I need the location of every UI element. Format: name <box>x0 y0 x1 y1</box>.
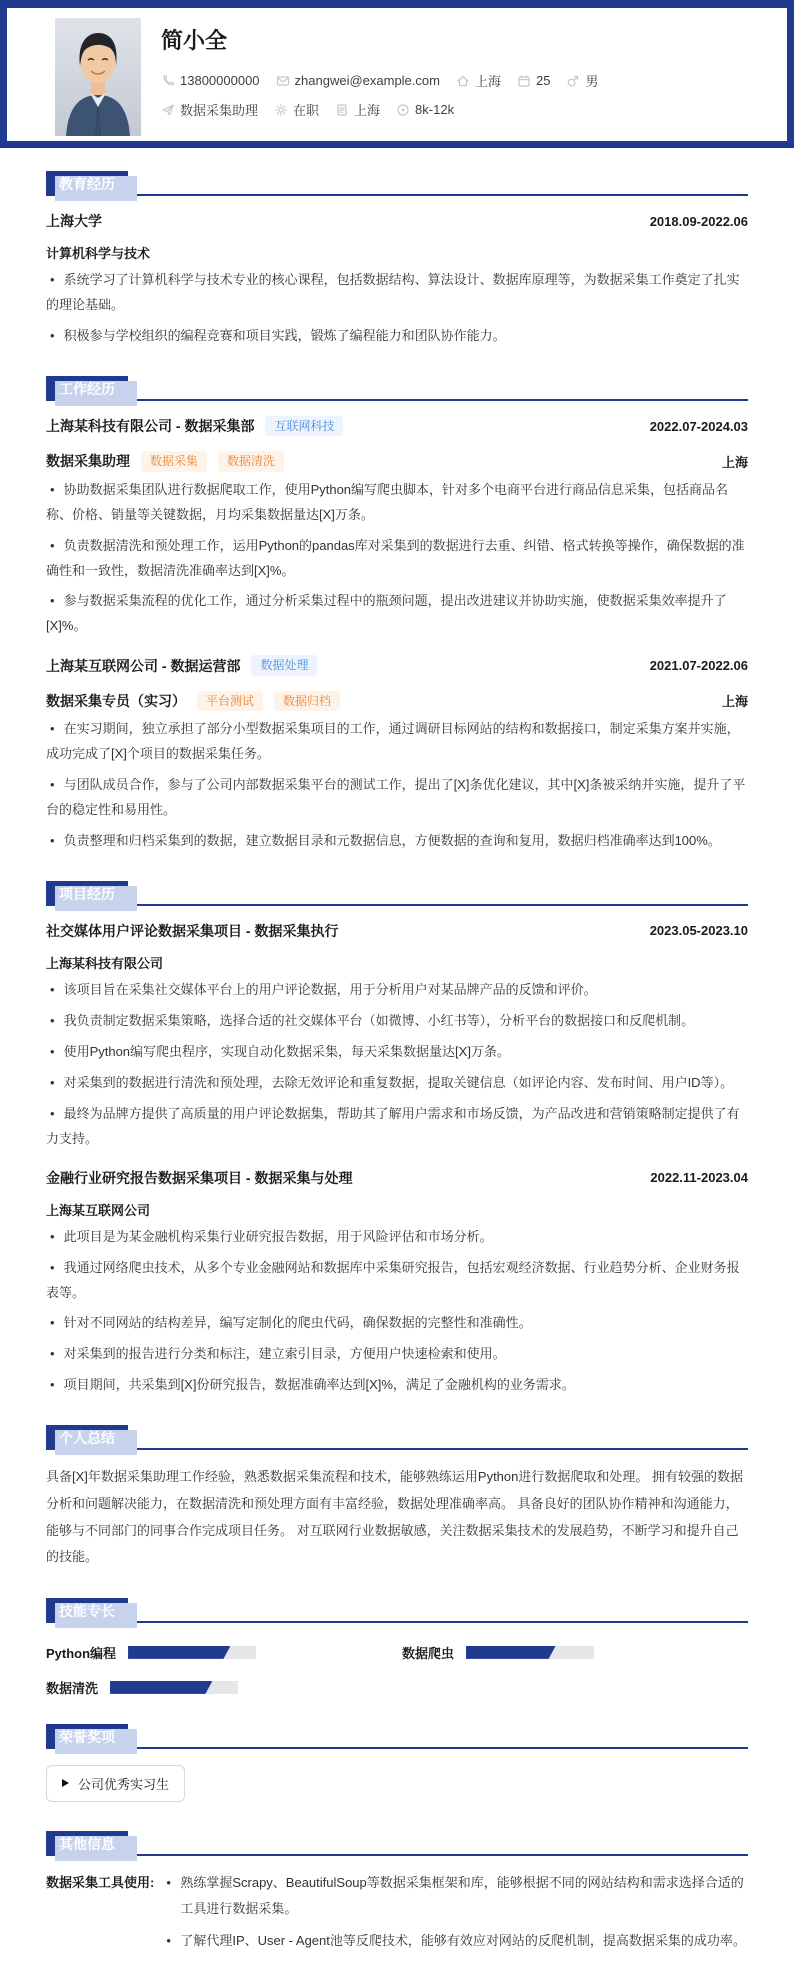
role-title: 数据采集助理 <box>46 453 130 470</box>
section-other <box>46 1828 748 1960</box>
contact-row-2 <box>161 100 598 119</box>
bullet-item: • 在实习期间，独立承担了部分小型数据采集项目的工作，通过调研目标网站的结构和数据接口，制定采集方案并实施，成功完成了[X]个项目的数据采集任务。 <box>46 717 748 767</box>
bullet-item: • 该项目旨在采集社交媒体平台上的用户评论数据，用于分析用户对某品牌产品的反馈和评价。 <box>46 978 748 1003</box>
other-section-title: 其他信息 <box>46 1831 128 1856</box>
bullet-item: • 协助数据采集团队进行数据爬取工作，使用Python编写爬虫脚本，针对多个电商平台进行商品信息采集，包括商品名称、价格、销量等关键数据，月均采集数据量达[X]万条。 <box>46 478 748 528</box>
play-icon <box>62 1779 69 1787</box>
other-label: 数据采集工具使用: <box>46 1874 155 1890</box>
contact-salary <box>396 102 454 117</box>
role-tag: 数据采集 <box>141 451 207 471</box>
education-bullets <box>46 268 748 349</box>
project-company: 上海某互联网公司 <box>46 1202 151 1218</box>
skill-item-python <box>46 1643 402 1662</box>
bullet-item: • 熟练掌握Scrapy、BeautifulSoup等数据采集框架和库，能够根据不同的网站结构和需求选择合适的工具进行数据采集。 <box>164 1870 748 1922</box>
work-header-row <box>46 416 748 436</box>
projects-section-title: 项目经历 <box>46 881 128 906</box>
section-education <box>46 168 748 349</box>
candidate-name: 简小全 <box>161 28 228 53</box>
bullet-item: • 我通过网络爬虫技术，从多个专业金融网站和数据库中采集研究报告，包括宏观经济数据、行业趋势分析、企业财务报表等。 <box>46 1256 748 1306</box>
honor-label: 公司优秀实习生 <box>78 1776 170 1792</box>
work-date: 2022.07-2024.03 <box>649 418 748 434</box>
contact-email <box>276 73 440 88</box>
education-entry <box>46 211 748 349</box>
calendar-icon <box>517 74 531 88</box>
bullet-item: • 最终为品牌方提供了高质量的用户评论数据集，帮助其了解用户需求和市场反馈，为产品改进和营销策略制定提供了有力支持。 <box>46 1102 748 1152</box>
contact-phone <box>161 73 260 88</box>
education-section-title: 教育经历 <box>46 171 128 196</box>
contact-status <box>274 100 319 119</box>
project-name: 金融行业研究报告数据采集项目 - 数据采集与处理 <box>46 1169 353 1186</box>
education-date: 2018.09-2022.06 <box>649 213 748 229</box>
other-info-row <box>46 1870 748 1960</box>
work-entry-1 <box>46 416 748 640</box>
role-tag: 数据归档 <box>274 691 340 711</box>
company-name: 上海某科技有限公司 - 数据采集部 <box>46 418 255 435</box>
contact-home-city <box>456 71 501 90</box>
resume-header <box>0 0 794 148</box>
work-header-row <box>46 655 748 675</box>
other-section-header <box>46 1828 748 1856</box>
status-gear-icon <box>274 103 288 117</box>
city-document-icon <box>335 103 349 117</box>
skill-name: Python编程 <box>46 1645 117 1661</box>
project-company: 上海某科技有限公司 <box>46 955 164 971</box>
role-title: 数据采集专员（实习） <box>46 692 186 709</box>
project-bullets <box>46 978 748 1152</box>
project-name: 社交媒体用户评论数据采集项目 - 数据采集执行 <box>46 922 339 939</box>
bullet-item: • 积极参与学校组织的编程竞赛和项目实践，锻炼了编程能力和团队协作能力。 <box>46 324 748 349</box>
skill-bar <box>110 1681 238 1694</box>
section-summary <box>46 1422 748 1571</box>
section-work <box>46 373 748 854</box>
skill-name: 数据清洗 <box>46 1680 99 1696</box>
skill-item-crawler <box>402 1643 748 1662</box>
summary-section-title: 个人总结 <box>46 1425 128 1450</box>
contact-row-1 <box>161 71 598 90</box>
contact-gender <box>566 71 598 90</box>
skills-grid <box>46 1643 748 1697</box>
profile-photo <box>55 18 141 136</box>
bullet-item: • 负责整理和归档采集到的数据，建立数据目录和元数据信息，方便数据的查询和复用，数据归档准确率达到100%。 <box>46 829 748 854</box>
bullet-item: • 负责数据清洗和预处理工作，运用Python的pandas库对采集到的数据进行去重、纠错、格式转换等操作，确保数据的准确性和一致性，数据清洗准确率达到[X]%。 <box>46 534 748 584</box>
honor-item[interactable] <box>46 1765 185 1802</box>
work-section-title: 工作经历 <box>46 376 128 401</box>
home-city-value: 上海 <box>474 74 501 89</box>
industry-tag: 互联网科技 <box>265 416 343 436</box>
honors-section-header <box>46 1721 748 1749</box>
summary-text: 具备[X]年数据采集助理工作经验，熟悉数据采集流程和技术，能够熟练运用Python进行数据爬取和处理。 拥有较强的数据分析和问题解决能力，在数据清洗和预处理方面有丰富经验，数据处理准确率高。 具备良好的团队协作精神和沟通能力，能够与不同部门的同事合作完成项目任务。 对互联网行业数据敏感，关注数据采集技术的发展趋势，不断学习和提升自己的技能。 <box>46 1469 743 1565</box>
skill-bar <box>128 1646 256 1659</box>
project-header-row <box>46 921 748 941</box>
section-honors <box>46 1721 748 1804</box>
gender-icon <box>566 74 580 88</box>
bullet-item: • 我负责制定数据采集策略，选择合适的社交媒体平台（如微博、小红书等），分析平台的数据接口和反爬机制。 <box>46 1009 748 1034</box>
project-header-row <box>46 1168 748 1188</box>
header-info <box>161 18 598 129</box>
salary-icon <box>396 103 410 117</box>
phone-value: 13800000000 <box>180 73 260 88</box>
projects-section-header <box>46 878 748 906</box>
bullet-item: • 系统学习了计算机科学与技术专业的核心课程，包括数据结构、算法设计、数据库原理等，为数据采集工作奠定了扎实的理论基础。 <box>46 268 748 318</box>
skills-section-header <box>46 1595 748 1623</box>
bullet-item: • 使用Python编写爬虫程序，实现自动化数据采集，每天采集数据量达[X]万条。 <box>46 1040 748 1065</box>
role-tag: 数据清洗 <box>218 451 284 471</box>
bullet-item: • 针对不同网站的结构差异，编写定制化的爬虫代码，确保数据的完整性和准确性。 <box>46 1311 748 1336</box>
work-role-row <box>46 691 748 711</box>
gender-value: 男 <box>585 74 599 89</box>
position-value: 数据采集助理 <box>180 103 259 118</box>
work-entry-2 <box>46 655 748 854</box>
contact-work-city <box>335 100 380 119</box>
work-bullets <box>46 478 748 640</box>
skill-item-cleaning <box>46 1678 402 1697</box>
bullet-item: • 项目期间，共采集到[X]份研究报告，数据准确率达到[X]%，满足了金融机构的业务需求。 <box>46 1373 748 1398</box>
industry-tag: 数据处理 <box>251 655 317 675</box>
skill-bar-fill <box>128 1646 230 1659</box>
major-name: 计算机科学与技术 <box>46 246 151 261</box>
skill-bar <box>466 1646 594 1659</box>
summary-section-header <box>46 1422 748 1450</box>
role-tag: 平台测试 <box>197 691 263 711</box>
bullet-item: • 对采集到的数据进行清洗和预处理，去除无效评论和重复数据，提取关键信息（如评论内容、发布时间、用户ID等）。 <box>46 1071 748 1096</box>
section-skills <box>46 1595 748 1697</box>
project-bullets <box>46 1225 748 1399</box>
company-name: 上海某互联网公司 - 数据运营部 <box>46 657 241 674</box>
bullet-item: • 此项目是为某金融机构采集行业研究报告数据，用于风险评估和市场分析。 <box>46 1225 748 1250</box>
skill-bar-fill <box>466 1646 556 1659</box>
work-date: 2021.07-2022.06 <box>649 658 748 674</box>
contact-age <box>517 73 550 88</box>
education-section-header <box>46 168 748 196</box>
section-projects <box>46 878 748 1398</box>
bullet-item: • 与团队成员合作，参与了公司内部数据采集平台的测试工作，提出了[X]条优化建议，其中[X]条被采纳并实施，提升了平台的稳定性和易用性。 <box>46 773 748 823</box>
education-header-row <box>46 211 748 231</box>
bullet-item: • 对采集到的报告进行分类和标注，建立索引目录，方便用户快速检索和使用。 <box>46 1342 748 1367</box>
school-name: 上海大学 <box>46 213 102 229</box>
work-location: 上海 <box>721 694 748 710</box>
age-value: 25 <box>535 73 551 88</box>
phone-icon <box>161 74 175 88</box>
other-bullets <box>164 1870 748 1960</box>
mail-icon <box>276 74 290 88</box>
bullet-item: • 参与数据采集流程的优化工作，通过分析采集过程中的瓶颈问题，提出改进建议并协助实施，使数据采集效率提升了[X]%。 <box>46 589 748 639</box>
email-value: zhangwei@example.com <box>294 73 440 88</box>
profile-photo-illustration <box>55 18 141 136</box>
project-entry-2 <box>46 1168 748 1399</box>
home-icon <box>456 74 470 88</box>
status-value: 在职 <box>293 103 320 118</box>
project-date: 2022.11-2023.04 <box>650 1170 748 1186</box>
work-role-row <box>46 451 748 471</box>
position-icon <box>161 103 175 117</box>
work-bullets <box>46 717 748 854</box>
skill-bar-fill <box>110 1681 212 1694</box>
work-location: 上海 <box>721 454 748 470</box>
project-date: 2023.05-2023.10 <box>649 923 748 939</box>
honors-section-title: 荣誉奖项 <box>46 1724 128 1749</box>
resume-body <box>0 168 794 1960</box>
bullet-item: • 了解代理IP、User - Agent池等反爬技术，能够有效应对网站的反爬机制，提高数据采集的成功率。 <box>164 1928 748 1954</box>
project-entry-1 <box>46 921 748 1152</box>
skills-section-title: 技能专长 <box>46 1598 128 1623</box>
salary-value: 8k-12k <box>415 102 455 117</box>
work-city-value: 上海 <box>354 103 381 118</box>
contact-position <box>161 100 258 119</box>
work-section-header <box>46 373 748 401</box>
skill-name: 数据爬虫 <box>402 1645 455 1661</box>
